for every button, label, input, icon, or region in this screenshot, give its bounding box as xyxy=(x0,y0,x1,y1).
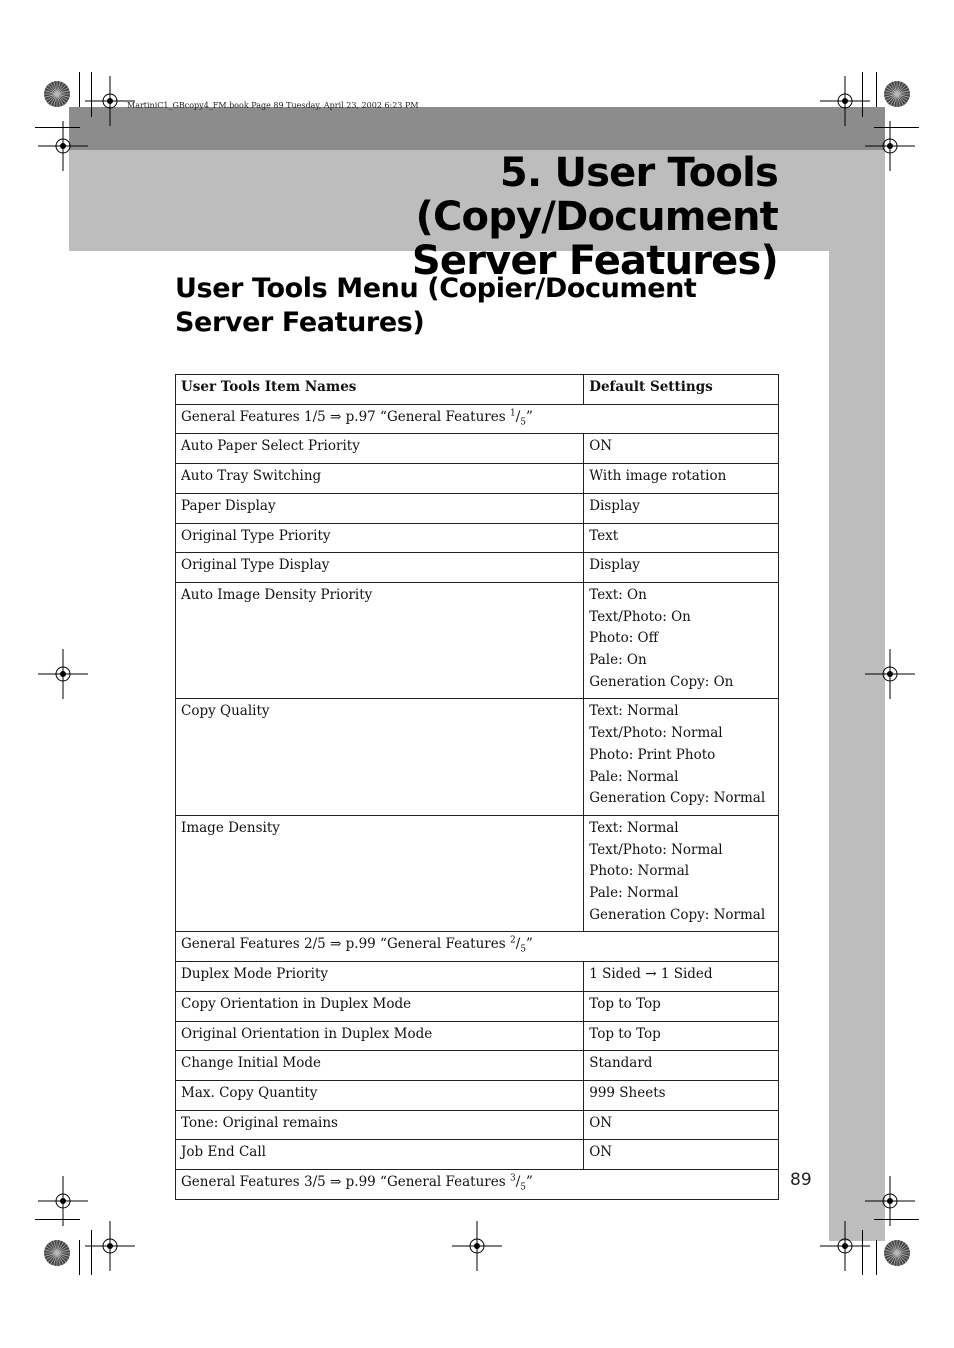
default-setting-value: Pale: Normal xyxy=(589,885,679,902)
crop-mark-line xyxy=(874,127,919,128)
default-setting-value: Generation Copy: On xyxy=(589,673,734,690)
default-setting-cell xyxy=(584,699,779,816)
default-setting-value: Pale: On xyxy=(589,652,647,669)
table-row xyxy=(176,1110,779,1140)
default-setting-value: Generation Copy: Normal xyxy=(589,906,766,923)
item-name-cell: Image Density xyxy=(176,815,584,932)
header-band-dark xyxy=(69,107,885,150)
default-setting-value: 1 Sided → 1 Sided xyxy=(589,966,713,983)
registration-starburst-icon xyxy=(42,79,72,109)
table-row xyxy=(176,582,779,699)
chapter-title xyxy=(150,151,778,283)
item-name-cell: Duplex Mode Priority xyxy=(176,962,584,992)
registration-crosshair-icon xyxy=(85,76,135,126)
item-name-cell: Copy Quality xyxy=(176,699,584,816)
side-thumb-band xyxy=(829,251,885,1241)
table-row xyxy=(176,493,779,523)
default-setting-value: Top to Top xyxy=(589,1025,661,1042)
default-setting-value: Photo: Off xyxy=(589,630,659,647)
table-row xyxy=(176,464,779,494)
default-setting-value: ON xyxy=(589,438,613,455)
default-setting-cell xyxy=(584,493,779,523)
crop-mark-line xyxy=(876,1240,877,1275)
group-link-general-2[interactable]: General Features 2/5 ⇒ p.99 “General Features $^2/_5$” xyxy=(176,932,779,962)
crop-mark-line xyxy=(874,1219,919,1220)
group-link-general-3[interactable]: General Features 3/5 ⇒ p.99 “General Features $^3/_5$” xyxy=(176,1170,779,1200)
file-metadata: MartiniC1_GBcopy4_FM.book Page 89 Tuesday, April 23, 2002 6:23 PM xyxy=(127,101,419,110)
registration-crosshair-icon xyxy=(38,121,88,171)
column-header-item-names: User Tools Item Names xyxy=(176,375,584,405)
item-name-cell: Auto Tray Switching xyxy=(176,464,584,494)
default-setting-value: ON xyxy=(589,1144,613,1161)
section-title-line2: Server Features) xyxy=(175,307,425,338)
default-setting-cell xyxy=(584,1080,779,1110)
item-name-cell: Change Initial Mode xyxy=(176,1051,584,1081)
table-row xyxy=(176,553,779,583)
section-title-line1: User Tools Menu (Copier/Document xyxy=(175,273,697,304)
crop-mark-line xyxy=(876,72,877,107)
registration-crosshair-icon xyxy=(865,121,915,171)
default-setting-cell xyxy=(584,523,779,553)
item-name-cell: Original Type Priority xyxy=(176,523,584,553)
table-row xyxy=(176,815,779,932)
table-row xyxy=(176,699,779,816)
item-name-cell: Original Orientation in Duplex Mode xyxy=(176,1021,584,1051)
crop-mark-line xyxy=(79,1240,80,1275)
default-setting-value: Text/Photo: On xyxy=(589,608,691,625)
default-setting-cell xyxy=(584,1021,779,1051)
column-header-default-settings: Default Settings xyxy=(584,375,779,405)
default-setting-cell xyxy=(584,582,779,699)
item-name-cell: Auto Image Density Priority xyxy=(176,582,584,699)
default-setting-value: Display xyxy=(589,557,640,574)
default-setting-cell xyxy=(584,1140,779,1170)
default-setting-value: Text: Normal xyxy=(589,819,679,836)
crop-mark-line xyxy=(35,1219,80,1220)
crop-mark-line xyxy=(35,127,80,128)
table-row xyxy=(176,991,779,1021)
table-header-row xyxy=(176,375,779,405)
user-tools-table xyxy=(175,374,779,1200)
default-setting-value: Text: Normal xyxy=(589,703,679,720)
group-row-general-2 xyxy=(176,932,779,962)
default-setting-value: Standard xyxy=(589,1055,653,1072)
default-setting-value: Top to Top xyxy=(589,995,661,1012)
table-row xyxy=(176,962,779,992)
table-row xyxy=(176,1051,779,1081)
group-link-general-1[interactable]: General Features 1/5 ⇒ p.97 “General Features $^1/_5$” xyxy=(176,404,779,434)
chapter-title-line1: 5. User Tools (Copy/Document xyxy=(415,150,778,240)
default-setting-value: Pale: Normal xyxy=(589,768,679,785)
group-row-general-3 xyxy=(176,1170,779,1200)
registration-starburst-icon xyxy=(882,1238,912,1268)
default-setting-cell xyxy=(584,962,779,992)
default-setting-cell xyxy=(584,553,779,583)
registration-crosshair-icon xyxy=(865,649,915,699)
group-row-general-1 xyxy=(176,404,779,434)
table-row xyxy=(176,1140,779,1170)
registration-starburst-icon xyxy=(42,1238,72,1268)
registration-crosshair-icon xyxy=(38,649,88,699)
item-name-cell: Tone: Original remains xyxy=(176,1110,584,1140)
registration-starburst-icon xyxy=(882,79,912,109)
default-setting-value: Text xyxy=(589,527,619,544)
default-setting-cell xyxy=(584,815,779,932)
crop-mark-line xyxy=(91,1230,92,1275)
page-number: 89 xyxy=(790,1170,812,1190)
item-name-cell: Original Type Display xyxy=(176,553,584,583)
table-row xyxy=(176,1080,779,1110)
default-setting-cell xyxy=(584,1051,779,1081)
section-title xyxy=(175,272,775,340)
default-setting-value: Text/Photo: Normal xyxy=(589,725,723,742)
default-setting-value: 999 Sheets xyxy=(589,1084,666,1101)
default-setting-value: With image rotation xyxy=(589,468,727,485)
registration-crosshair-icon xyxy=(452,1221,502,1271)
table-row xyxy=(176,523,779,553)
item-name-cell: Job End Call xyxy=(176,1140,584,1170)
crop-mark-line xyxy=(79,72,80,107)
item-name-cell: Copy Orientation in Duplex Mode xyxy=(176,991,584,1021)
default-setting-cell xyxy=(584,434,779,464)
registration-crosshair-icon xyxy=(85,1221,135,1271)
chapter-title-line2: Server Features) xyxy=(411,238,778,284)
item-name-cell: Max. Copy Quantity xyxy=(176,1080,584,1110)
default-setting-value: Display xyxy=(589,497,640,514)
default-setting-cell xyxy=(584,464,779,494)
crop-mark-line xyxy=(91,72,92,117)
default-setting-value: Photo: Print Photo xyxy=(589,746,716,763)
default-setting-value: ON xyxy=(589,1114,613,1131)
default-setting-cell xyxy=(584,991,779,1021)
item-name-cell: Paper Display xyxy=(176,493,584,523)
item-name-cell: Auto Paper Select Priority xyxy=(176,434,584,464)
table-row xyxy=(176,1021,779,1051)
default-setting-value: Text: On xyxy=(589,586,647,603)
crop-mark-line xyxy=(862,72,863,117)
table-row xyxy=(176,434,779,464)
default-setting-value: Text/Photo: Normal xyxy=(589,841,723,858)
default-setting-value: Photo: Normal xyxy=(589,863,690,880)
crop-mark-line xyxy=(862,1230,863,1275)
default-setting-value: Generation Copy: Normal xyxy=(589,790,766,807)
default-setting-cell xyxy=(584,1110,779,1140)
